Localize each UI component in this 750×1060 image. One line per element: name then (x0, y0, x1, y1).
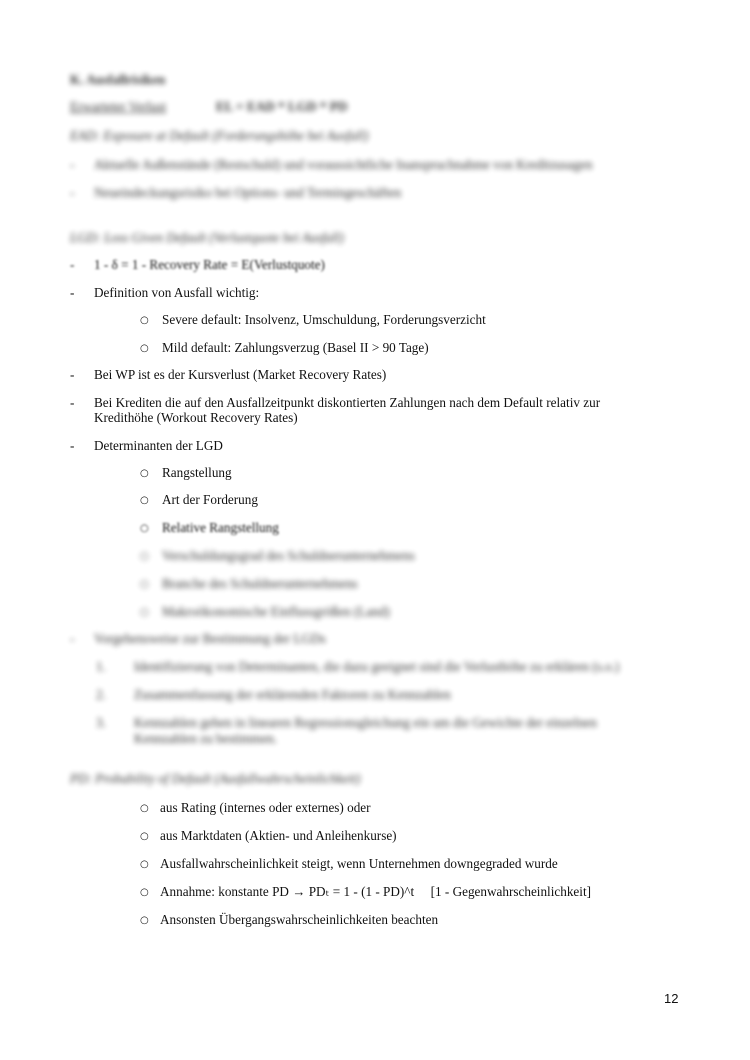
dash-bullet: - (70, 285, 75, 300)
page-number: 12 (664, 991, 679, 1006)
circle-bullet: ○ (140, 495, 149, 506)
lgd-item-krediten-line1: Bei Krediten die auf den Ausfallzeitpunkt diskontierten Zahlungen nach dem Default relativ zur (94, 395, 601, 410)
circle-bullet: ○ (140, 803, 149, 814)
step-number: 3. (96, 715, 106, 730)
circle-bullet: ○ (140, 523, 149, 534)
step-3-text-line2: Kennzahlen zu bestimmen. (134, 731, 278, 746)
ead-item-1: Aktuelle Außenstände (Restschuld) und voraussichtliche Inanspruchnahme von Kreditzusagen (94, 157, 593, 172)
ead-heading: EAD: Exposure at Default (Forderungshöhe bei Ausfall) (70, 128, 369, 143)
lgd-item-definition: Definition von Ausfall wichtig: (94, 285, 260, 300)
circle-bullet: ○ (140, 915, 149, 926)
definition-sub-2: Mild default: Zahlungsverzug (Basel II > 90 Tage) (162, 340, 429, 355)
lgd-item-formula: 1 - δ = 1 - Recovery Rate = E(Verlustquote) (94, 257, 325, 272)
step-number: 1. (96, 659, 106, 674)
dash-bullet: - (70, 157, 75, 172)
determinant-1: Rangstellung (162, 465, 232, 480)
pd-item-3: Ausfallwahrscheinlichkeit steigt, wenn Unternehmen downgegraded wurde (160, 856, 558, 871)
circle-bullet: ○ (140, 551, 149, 562)
dash-bullet: - (70, 367, 75, 382)
step-number: 2. (96, 687, 106, 702)
expected-loss-label: Erwarteter Verlust (70, 99, 167, 114)
pd-item-1: aus Rating (internes oder externes) oder (160, 800, 371, 815)
determinant-6: Makroökonomische Einflussgrößen (Land) (162, 604, 390, 619)
determinant-4: Verschuldungsgrad des Schuldnerunternehmens (162, 548, 415, 563)
lgd-item-vorgehen: Vorgehensweise zur Bestimmung der LGDs (94, 631, 326, 646)
circle-bullet: ○ (140, 343, 149, 354)
circle-bullet: ○ (140, 607, 149, 618)
dash-bullet: - (70, 257, 75, 272)
circle-bullet: ○ (140, 579, 149, 590)
lgd-heading: LGD: Loss Given Default (Verlustquote bei Ausfall) (70, 230, 344, 245)
lgd-item-determinanten: Determinanten der LGD (94, 438, 223, 453)
circle-bullet: ○ (140, 468, 149, 479)
dash-bullet: - (70, 631, 75, 646)
circle-bullet: ○ (140, 831, 149, 842)
pd-item-4: Annahme: konstante PD → PDₜ = 1 - (1 - PD)^t [1 - Gegenwahrscheinlichkeit] (160, 884, 592, 899)
pd-item-5: Ansonsten Übergangswahrscheinlichkeiten beachten (160, 912, 439, 927)
section-heading: K. Ausfallrisiken (70, 72, 166, 87)
determinant-2: Art der Forderung (162, 492, 258, 507)
definition-sub-1: Severe default: Insolvenz, Umschuldung, Forderungsverzicht (162, 312, 486, 327)
step-3-text-line1: Kennzahlen gehen in linearen Regressionsgleichung ein um die Gewichte der einzelnen (134, 715, 597, 730)
dash-bullet: - (70, 438, 75, 453)
step-1-text: Identifizierung von Determinanten, die dazu geeignet sind die Verlusthöhe zu erklären (s.o.) (134, 659, 620, 674)
expected-loss-formula: EL = EAD * LGD * PD (216, 99, 348, 114)
circle-bullet: ○ (140, 315, 149, 326)
step-2-text: Zusammenfassung der erklärenden Faktoren zu Kennzahlen (134, 687, 451, 702)
ead-item-2: Neueindeckungsrisiko bei Options- und Termingeschäften (94, 185, 402, 200)
dash-bullet: - (70, 185, 75, 200)
circle-bullet: ○ (140, 859, 149, 870)
pd-item-2: aus Marktdaten (Aktien- und Anleihenkurse) (160, 828, 397, 843)
circle-bullet: ○ (140, 887, 149, 898)
lgd-item-krediten-line2: Kredithöhe (Workout Recovery Rates) (94, 410, 298, 425)
dash-bullet: - (70, 395, 75, 410)
lgd-item-wp: Bei WP ist es der Kursverlust (Market Recovery Rates) (94, 367, 387, 382)
determinant-3: Relative Rangstellung (162, 520, 279, 535)
determinant-5: Branche des Schuldnerunternehmens (162, 576, 358, 591)
pd-heading: PD: Probability of Default (Ausfallwahrscheinlichkeit) (70, 771, 361, 786)
